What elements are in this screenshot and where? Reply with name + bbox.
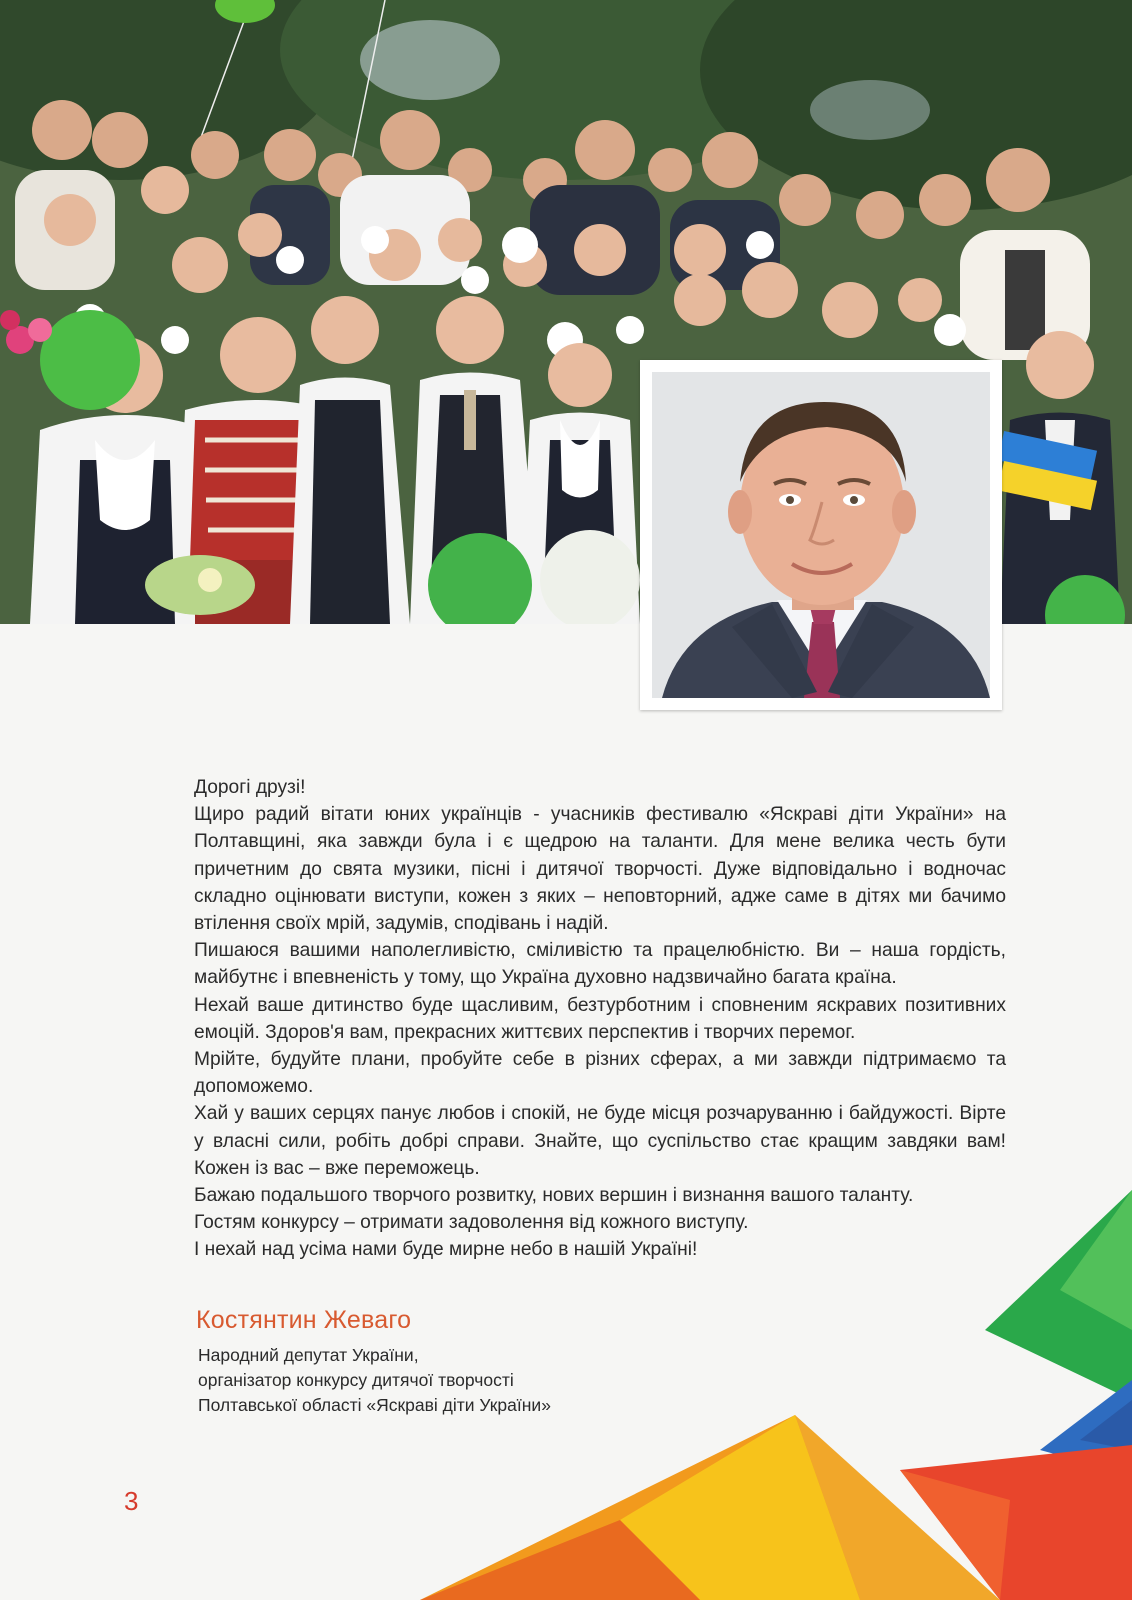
letter-paragraph: Щиро радий вітати юних українців - учасників фестивалю «Яскраві діти України» на Полтавщині, яка завжди була і є щедрою на таланти. Для мене велика честь бути причетним до свята музики, пісні і дитячої творчості. Дуже відповідально і водночас складно оцінювати виступи, кожен з яких – неповторний, адже саме в дітях ми бачимо втілення своїх мрій, задумів, сподівань і надій. (194, 804, 1006, 935)
deco-amber-shard (795, 1415, 1000, 1600)
signature-role (198, 1343, 551, 1418)
deco-yellow-shard (620, 1415, 860, 1600)
signature-role-line: організатор конкурсу дитячої творчості (198, 1370, 514, 1390)
letter-paragraph: Гостям конкурсу – отримати задоволення від кожного виступу. (194, 1212, 749, 1234)
letter-paragraph: І нехай над усіма нами буде мирне небо в нашій Україні! (194, 1239, 698, 1261)
letter-paragraph: Пишаюся вашими наполегливістю, сміливістю та працелюбністю. Ви – наша гордість, майбутнє і впевненість у тому, що Україна духовно надзвичайно багата країна. (194, 940, 1006, 989)
deco-blue-shard (1040, 1380, 1132, 1475)
deco-blue-dark-shard (1080, 1400, 1132, 1450)
deco-green-shard (985, 1190, 1132, 1400)
letter-paragraph: Хай у ваших серцях панує любов і спокій, не буде місця розчаруванню і байдужості. Вірте у власні сили, робіть добрі справи. Знайте, що суспільство стає кращим завдяки вам! Кожен із вас – вже переможець. (194, 1103, 1006, 1179)
portrait-illustration (652, 372, 990, 698)
portrait-photo (652, 372, 990, 698)
signature-name: Костянтин Жеваго (196, 1306, 412, 1334)
portrait-frame (640, 360, 1002, 710)
letter-paragraph: Нехай ваше дитинство буде щасливим, безтурботним і сповненим яскравих позитивних емоцій. Здоров'я вам, прекрасних життєвих перспектив і творчих перемог. (194, 994, 1006, 1043)
page-number: 3 (124, 1486, 139, 1516)
deco-orange-dark-shard (420, 1520, 700, 1600)
signature-role-line: Полтавської області «Яскраві діти України» (198, 1395, 551, 1415)
deco-green-light-shard (1060, 1190, 1132, 1330)
letter-body (194, 774, 1006, 1264)
letter-greeting: Дорогі друзі! (194, 777, 306, 798)
deco-orange-shard (420, 1415, 940, 1600)
deco-red-shard (900, 1445, 1132, 1600)
letter-paragraph: Мрійте, будуйте плани, пробуйте себе в різних сферах, а ми завжди підтримаємо та допоможемо. (194, 1049, 1006, 1098)
deco-red-light-shard (900, 1470, 1010, 1600)
signature-role-line: Народний депутат України, (198, 1345, 419, 1365)
letter-paragraph: Бажаю подальшого творчого розвитку, нових вершин і визнання вашого таланту. (194, 1185, 914, 1207)
